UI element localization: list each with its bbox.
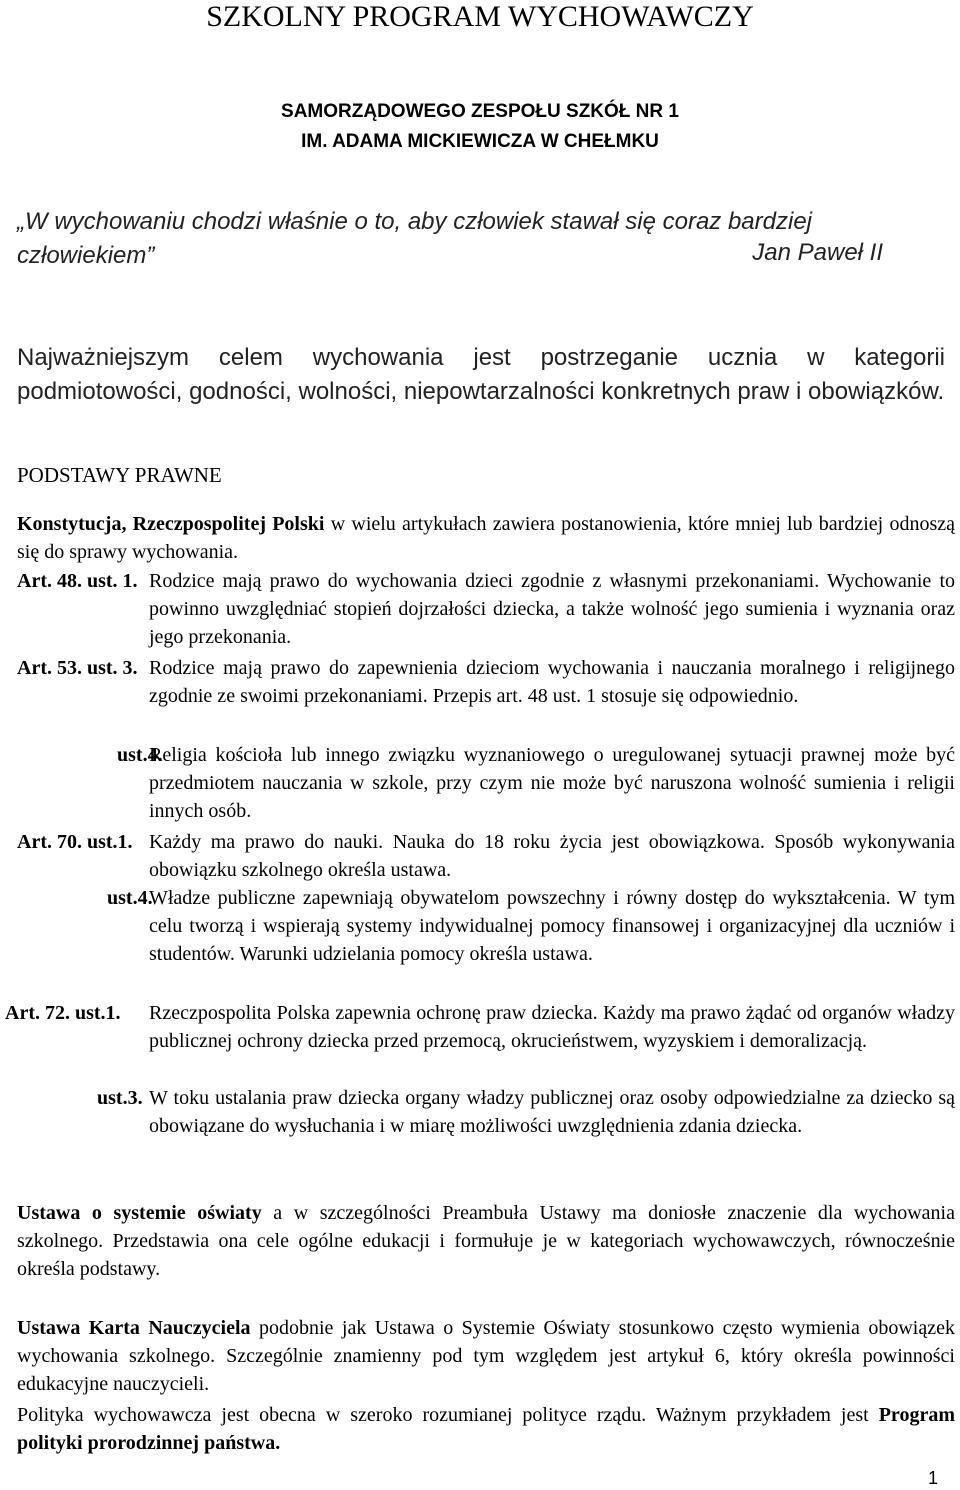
karta-nauczyciela-title: Ustawa Karta Nauczyciela bbox=[17, 1317, 251, 1339]
karta-nauczyciela-text: podobnie jak Ustawa o Systemie Oświaty stosunkowo często wymienia obowiązek wychowania szkolnego. Szczególnie znamienny pod tym względem jest artykuł 6, który określa powinności edukacyjne nauczycieli. bbox=[17, 1317, 955, 1395]
ustawa-oswiaty-paragraph bbox=[17, 1199, 955, 1283]
motto-quote: „W wychowaniu chodzi właśnie o to, aby człowiek stawał się coraz bardziej człowiekiem” bbox=[17, 208, 812, 269]
document-title: SZKOLNY PROGRAM WYCHOWAWCZY bbox=[206, 0, 754, 33]
article-53-ust4-label: ust.4. bbox=[117, 744, 163, 766]
article-70-ust4-text: Władze publiczne zapewniają obywatelom powszechny i równy dostęp do wykształcenia. W tym celu tworzą i wspierają systemy indywidualnej pomocy finansowej i organizacyjnej dla uczniów i studentów. Warunki udzielania pomocy określa ustawa. bbox=[149, 887, 955, 965]
article-72-label: Art. 72. ust.1. bbox=[5, 1002, 121, 1024]
article-70-label: Art. 70. ust.1. bbox=[17, 831, 133, 853]
ustawa-oswiaty-text: a w szczególności Preambuła Ustawy ma doniosłe znaczenie dla wychowania szkolnego. Przedstawia ona cele ogólne edukacji i formułuje je w kategoriach wychowawczych, równocześnie określa podstawy. bbox=[17, 1202, 955, 1280]
article-70-ust4-label: ust.4. bbox=[107, 887, 153, 909]
article-72-ust3-text: W toku ustalania praw dziecka organy władzy publicznej oraz osoby odpowiedzialne za dziecko są obowiązane do wysłuchania i w miarę możliwości uwzględnienia zdania dziecka. bbox=[149, 1087, 955, 1137]
karta-nauczyciela-paragraph bbox=[17, 1314, 955, 1398]
ustawa-oswiaty-title: Ustawa o systemie oświaty bbox=[17, 1202, 262, 1224]
page-number: 1 bbox=[927, 1468, 938, 1488]
polityka-text: Polityka wychowawcza jest obecna w szeroko rozumianej polityce rządu. Ważnym przykładem jest bbox=[17, 1404, 879, 1426]
section-heading: PODSTAWY PRAWNE bbox=[17, 463, 222, 487]
school-name-line1: SAMORZĄDOWEGO ZESPOŁU SZKÓŁ NR 1 bbox=[281, 101, 679, 122]
lead-paragraph: Najważniejszym celem wychowania jest postrzeganie ucznia w kategorii podmiotowości, godności, wolności, niepowtarzalności konkretnych praw i obowiązków. bbox=[17, 344, 945, 405]
article-48-body: Rodzice mają prawo do wychowania dzieci zgodnie z własnymi przekonaniami. Wychowanie to powinno uwzględniać stopień dojrzałości dziecka, a także wolność jego sumienia i wyznania oraz jego przekonania. bbox=[149, 570, 955, 648]
constitution-paragraph bbox=[17, 510, 955, 566]
polityka-paragraph bbox=[17, 1401, 955, 1457]
polityka-program: Program polityki prorodzinnej państwa. bbox=[17, 1404, 955, 1454]
school-name-line2: IM. ADAMA MICKIEWICZA W CHEŁMKU bbox=[301, 131, 659, 152]
article-53-label: Art. 53. ust. 3. bbox=[17, 657, 138, 679]
constitution-title: Konstytucja, Rzeczpospolitej Polski bbox=[17, 513, 325, 535]
article-48-text bbox=[149, 567, 955, 651]
article-72-text: Rzeczpospolita Polska zapewnia ochronę praw dziecka. Każdy ma prawo żądać od organów władzy publicznej ochrony dziecka przed przemocą, okrucieństwem, wyzyskiem i demoralizacją. bbox=[149, 1002, 955, 1052]
article-70-text: Każdy ma prawo do nauki. Nauka do 18 roku życia jest obowiązkowa. Sposób wykonywania obowiązku szkolnego określa ustawa. bbox=[149, 831, 955, 881]
article-53-text: Rodzice mają prawo do zapewnienia dzieciom wychowania i nauczania moralnego i religijnego zgodnie ze swoimi przekonaniami. Przepis art. 48 ust. 1 stosuje się odpowiednio. bbox=[149, 657, 955, 707]
article-53-ust4-text: Religia kościoła lub innego związku wyznaniowego o uregulowanej sytuacji prawnej może być przedmiotem nauczania w szkole, przy czym nie może być naruszona wolność sumienia i religii innych osób. bbox=[149, 744, 955, 822]
article-72-ust3-label: ust.3. bbox=[97, 1087, 143, 1109]
article-48-label: Art. 48. ust. 1. bbox=[17, 570, 138, 592]
motto-author: Jan Paweł II bbox=[752, 239, 883, 266]
constitution-text: w wielu artykułach zawiera postanowienia, które mniej lub bardziej odnoszą się do sprawy wychowania. bbox=[17, 513, 955, 563]
